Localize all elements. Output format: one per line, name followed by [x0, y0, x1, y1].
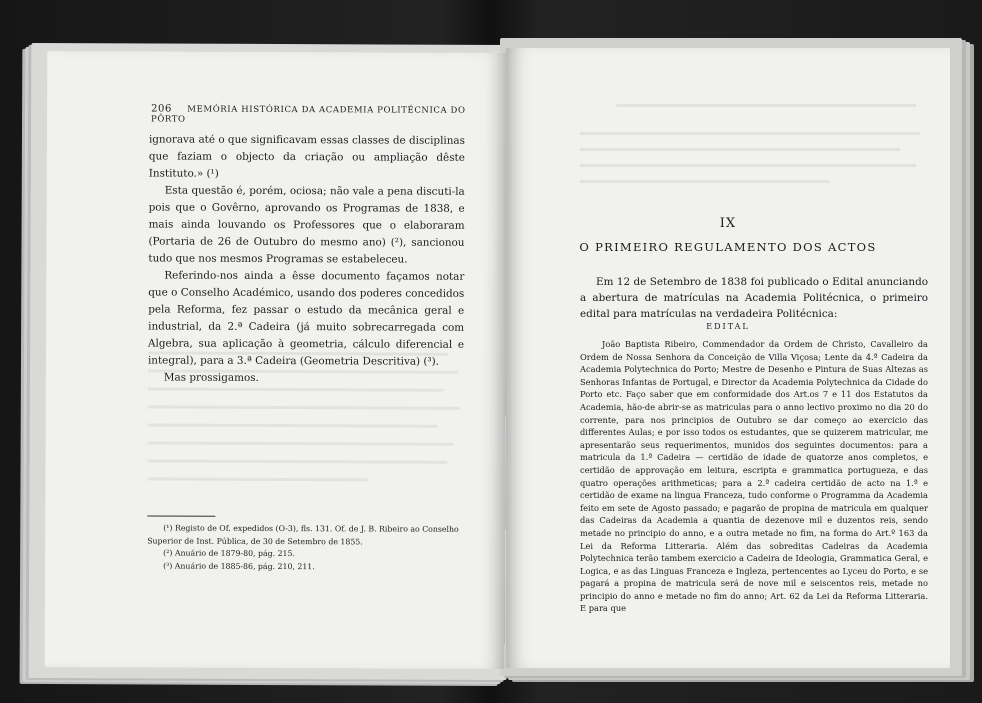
running-head-title: MEMÓRIA HISTÓRICA DA ACADEMIA POLITÉCNICA DO PÔRTO: [151, 104, 466, 125]
bleed-through-line: [148, 459, 448, 463]
bleed-through-line: [148, 387, 444, 391]
paragraph: Mas prossigamos.: [163, 371, 259, 384]
bleed-through-line: [148, 405, 460, 409]
footnote-rule: [147, 515, 215, 516]
bleed-through-line: [148, 441, 454, 445]
chapter-title: O PRIMEIRO REGULAMENTO DOS ACTOS: [579, 240, 877, 254]
footnote: (³) Anuário de 1885-86, pág. 210, 211.: [163, 561, 315, 571]
footnote: (²) Anuário de 1879-80, pág. 215.: [163, 548, 295, 559]
footnotes: [147, 522, 463, 573]
page-number: 206: [151, 103, 173, 115]
edital-heading: EDITAL: [706, 322, 750, 331]
bleed-through-line: [147, 477, 367, 481]
bleed-through-line: [616, 104, 916, 107]
paragraph: Referindo-nos ainda a êsse documento façamos notar que o Conselho Académico, usando dos poderes concedidos pela Reforma, fez passar o estudo da mecânica geral e industrial, da 2.ª Cadeira (já muito sobrecarregada com Algebra, sua aplicação à geometria, cálculo diferencial e integral), para a 3.ª Cadeira (Geometria Descritiva) (³).: [147, 269, 465, 368]
edital-paragraph: João Baptista Ribeiro, Commendador da Ordem de Christo, Cavalleiro da Ordem de Nossa Senhora da Conceição de Villa Viçosa; Lente da 4.ª Cadeira da Academia Polytechnica do Porto; Mestre de Desenho e Pintura de Suas Altezas as Senhoras Infantas de Portugal, e Director da Academia Polytechnica da Cidade do Porto etc. Faço saber que em conformidade dos Art.os 7 e 11 dos Estatutos da Academia, hão-de abrir-se as matriculas para o anno lectivo proximo no dia 20 do corrente, para nos principios de Outubro se dar começo ao exercicio das differentes Aulas; e por isso todos os estudantes, que se quizerem matricular, me apresentarão seus requerimentos, munidos dos seguintes documentos: para a matricula da 1.ª Cadeira — certidão de idade de quatorze anos completos, e certidão de approvação em leitura, escripta e grammatica portugueza, e das quatro operações arithmeticas; para a 2.ª cadeira certidão de acto na 1.ª e certidão de exame na lingua Franceza, tudo conforme o Programma da Academia feito em sete de Agosto passado; e pagarão de propina de matricula em qualquer das Cadeiras da Academia a quantia de dezenove mil e duzentos reis, sendo metade no principio do anno, e a outra metade no fim, na forma do Art.º 163 da Lei da Reforma Litteraria. Além das sobreditas Cadeiras da Academia Polytechnica terão tambem exercicio a Cadeira de Ideologia, Grammatica Geral, e Logica, e as das Linguas Franceza e Ingleza, pertencentes ao Lyceu do Porto, e se pagará a propina de matricula será de nove mil e seiscentos reis, metade no principio do anno e metade no fim do anno; Art. 62 da Lei da Reforma Litteraria. E para que: [580, 339, 928, 614]
bleed-through-line: [580, 180, 830, 183]
left-page: [45, 51, 508, 669]
left-body-text: [148, 131, 465, 387]
intro-text: [580, 274, 928, 322]
bleed-through-line: [580, 148, 900, 151]
running-head: [151, 103, 481, 125]
footnote: (¹) Registo de Of. expedidos (O-3), fls. 131. Of. de J. B. Ribeiro ao Conselho Superior de Inst. Pública, de 30 de Setembro de 1855.: [147, 523, 459, 546]
right-page: [506, 48, 950, 668]
intro-paragraph: Em 12 de Setembro de 1838 foi publicado o Edital anunciando a abertura de matrículas na Academia Politécnica, o primeiro edital para matrículas na verdadeira Politécnica:: [580, 276, 928, 320]
bleed-through-line: [580, 164, 916, 167]
paragraph: ignorava até o que significavam essas classes de disciplinas que faziam o objecto da criação ou ampliação dêste Instituto.» (¹): [148, 133, 465, 180]
chapter-number: IX: [719, 216, 737, 231]
paragraph: Esta questão é, porém, ociosa; não vale a pena discuti-la pois que o Govêrno, aprovando os Programas de 1838, e mais ainda louvando os Professores que o elaboraram (Portaria de 26 de Outubro do mesmo ano) (²), sancionou tudo que nos mesmos Programas se estabeleceu.: [148, 184, 465, 266]
bleed-through-line: [148, 423, 438, 427]
bleed-through-line: [580, 132, 920, 135]
edital-text: [580, 338, 928, 615]
